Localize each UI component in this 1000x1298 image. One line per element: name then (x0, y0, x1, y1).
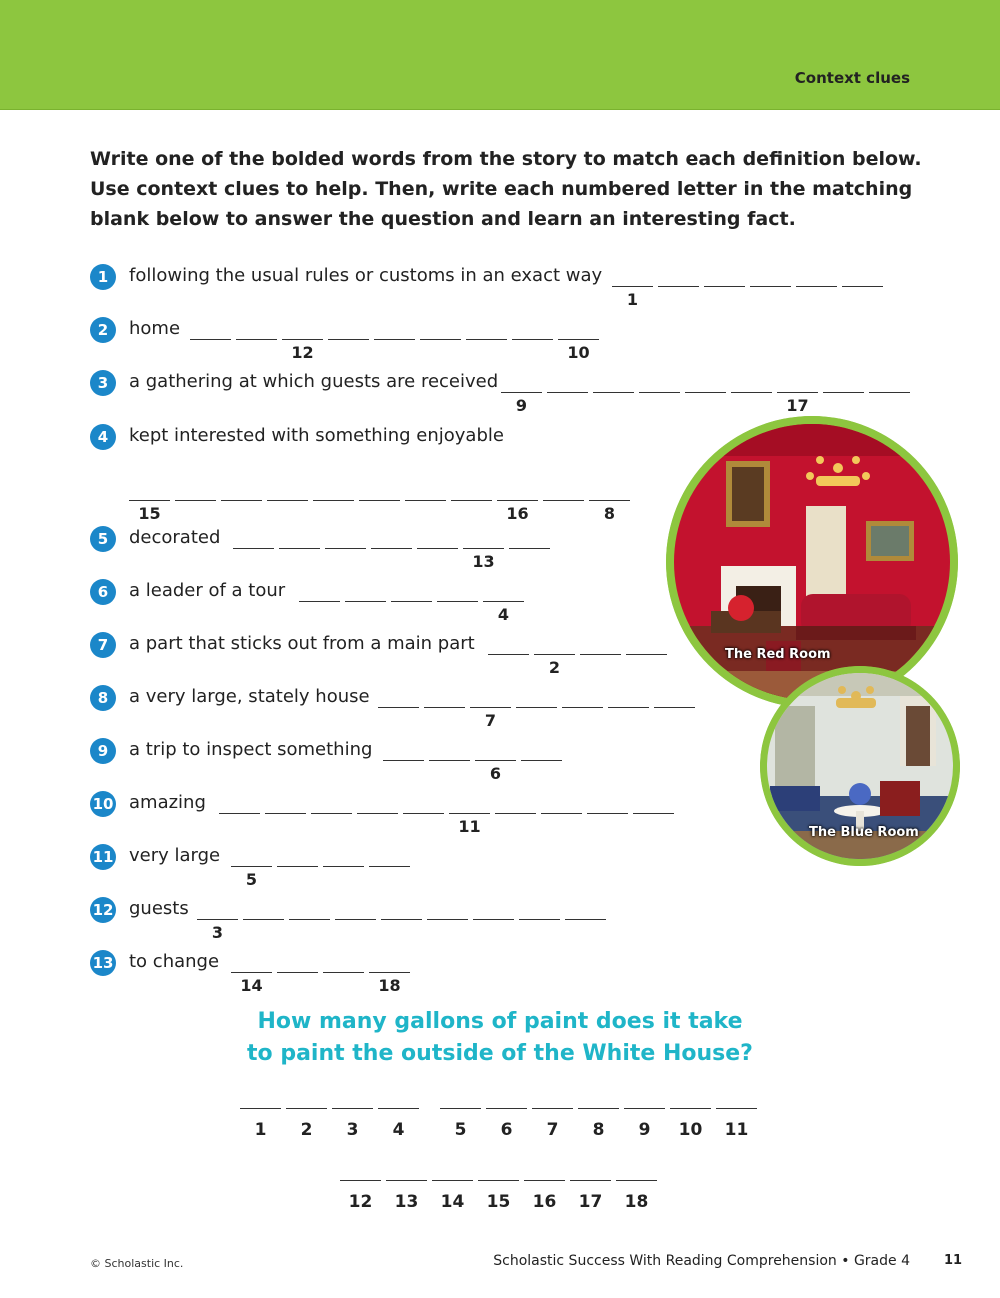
answer-letter-blank[interactable] (616, 1156, 657, 1212)
letter-blank[interactable] (282, 315, 323, 362)
letter-index: 4 (497, 605, 510, 624)
riddle-line: to paint the outside of the White House? (247, 1041, 753, 1066)
answer-row-1-group-1 (240, 1084, 424, 1140)
answer-blanks (488, 630, 667, 677)
definition-text: following the usual rules or customs in an exact way (129, 265, 603, 286)
letter-blank[interactable] (427, 895, 468, 920)
answer-blanks (378, 683, 695, 730)
answer-letter-blank[interactable] (532, 1084, 573, 1140)
red-room-caption: The Red Room (725, 647, 831, 662)
answer-letter-index: 2 (300, 1120, 313, 1140)
letter-blank[interactable] (345, 577, 386, 602)
letter-index: 14 (240, 976, 263, 995)
letter-blank[interactable] (562, 683, 603, 708)
letter-blank[interactable] (378, 683, 419, 708)
letter-blank[interactable] (383, 736, 424, 761)
letter-index: 12 (291, 343, 314, 362)
letter-blank[interactable] (313, 476, 354, 501)
answer-letter-index: 4 (392, 1120, 405, 1140)
letter-blank[interactable] (466, 315, 507, 340)
letter-blank[interactable] (449, 789, 490, 836)
letter-blank[interactable] (391, 577, 432, 602)
letter-blank[interactable] (357, 789, 398, 814)
letter-blank[interactable] (589, 476, 630, 523)
letter-index: 6 (489, 764, 502, 783)
letter-blank[interactable] (534, 630, 575, 677)
answer-blanks (501, 368, 910, 415)
answer-row-1-group-2 (440, 1084, 762, 1140)
number-badge: 11 (90, 844, 116, 870)
letter-blank[interactable] (328, 315, 369, 340)
instructions-line: blank below to answer the question and learn an interesting fact. (90, 208, 796, 230)
letter-blank[interactable] (236, 315, 277, 340)
answer-letter-blank[interactable] (524, 1156, 565, 1212)
letter-blank[interactable] (279, 524, 320, 549)
definition-text: a very large, stately house (129, 686, 370, 707)
letter-blank[interactable] (325, 524, 366, 549)
letter-blank[interactable] (593, 368, 634, 393)
definition-text: a leader of a tour (129, 580, 286, 601)
letter-blank[interactable] (869, 368, 910, 393)
answer-letter-blank[interactable] (486, 1084, 527, 1140)
definition-text: kept interested with something enjoyable (129, 425, 504, 446)
letter-index: 9 (515, 396, 528, 415)
answer-letter-index: 8 (592, 1120, 605, 1140)
answer-blanks (231, 842, 410, 889)
letter-blank[interactable] (323, 842, 364, 867)
book-title: Scholastic Success With Reading Comprehension • Grade 4 (493, 1253, 910, 1269)
answer-letter-index: 16 (532, 1192, 557, 1212)
instructions-line: Write one of the bolded words from the story to match each definition below. (90, 148, 922, 170)
riddle-line: How many gallons of paint does it take (257, 1009, 743, 1034)
letter-blank[interactable] (231, 842, 272, 889)
answer-blanks (231, 948, 410, 995)
letter-blank[interactable] (512, 315, 553, 340)
letter-blank[interactable] (424, 683, 465, 708)
letter-blank[interactable] (823, 368, 864, 393)
letter-blank[interactable] (277, 842, 318, 867)
letter-blank[interactable] (842, 262, 883, 287)
letter-blank[interactable] (197, 895, 238, 942)
letter-blank[interactable] (704, 262, 745, 287)
letter-index: 16 (506, 504, 529, 523)
answer-blanks (190, 315, 599, 362)
definition-text: amazing (129, 792, 206, 813)
number-badge: 8 (90, 685, 116, 711)
letter-index: 10 (567, 343, 590, 362)
letter-blank[interactable] (403, 789, 444, 814)
letter-blank[interactable] (777, 368, 818, 415)
answer-letter-blank[interactable] (386, 1156, 427, 1212)
answer-letter-blank[interactable] (624, 1084, 665, 1140)
letter-blank[interactable] (420, 315, 461, 340)
letter-blank[interactable] (190, 315, 231, 340)
letter-blank[interactable] (381, 895, 422, 920)
number-badge: 7 (90, 632, 116, 658)
answer-letter-blank[interactable] (478, 1156, 519, 1212)
header-band (0, 0, 1000, 110)
letter-blank[interactable] (221, 476, 262, 501)
letter-blank[interactable] (299, 577, 340, 602)
answer-letter-blank[interactable] (440, 1084, 481, 1140)
letter-blank[interactable] (497, 476, 538, 523)
letter-blank[interactable] (488, 630, 529, 655)
answer-letter-index: 9 (638, 1120, 651, 1140)
letter-blank[interactable] (626, 630, 667, 655)
answer-blanks (197, 895, 606, 942)
letter-blank[interactable] (335, 895, 376, 920)
answer-letter-index: 13 (394, 1192, 419, 1212)
letter-blank[interactable] (429, 736, 470, 761)
letter-blank[interactable] (374, 315, 415, 340)
letter-blank[interactable] (521, 736, 562, 761)
blue-room-caption: The Blue Room (809, 825, 919, 840)
answer-letter-index: 3 (346, 1120, 359, 1140)
answer-letter-blank[interactable] (340, 1156, 381, 1212)
answer-letter-blank[interactable] (716, 1084, 757, 1140)
answer-letter-blank[interactable] (432, 1156, 473, 1212)
page-number: 11 (944, 1253, 963, 1268)
letter-index: 3 (211, 923, 224, 942)
letter-blank[interactable] (608, 683, 649, 708)
number-badge: 6 (90, 579, 116, 605)
letter-blank[interactable] (495, 789, 536, 814)
letter-blank[interactable] (451, 476, 492, 501)
definition-text: to change (129, 951, 220, 972)
answer-letter-blank[interactable] (378, 1084, 419, 1140)
letter-blank[interactable] (475, 736, 516, 783)
definition-text: a part that sticks out from a main part (129, 633, 475, 654)
letter-blank[interactable] (417, 524, 458, 549)
definition-text: a trip to inspect something (129, 739, 373, 760)
letter-blank[interactable] (219, 789, 260, 814)
letter-index: 13 (472, 552, 495, 571)
answer-letter-blank[interactable] (570, 1156, 611, 1212)
number-badge: 1 (90, 264, 116, 290)
letter-blank[interactable] (470, 683, 511, 730)
letter-blank[interactable] (265, 789, 306, 814)
answer-letter-blank[interactable] (332, 1084, 373, 1140)
number-badge: 9 (90, 738, 116, 764)
letter-blank[interactable] (633, 789, 674, 814)
letter-blank[interactable] (463, 524, 504, 571)
answer-letter-index: 11 (724, 1120, 749, 1140)
answer-letter-blank[interactable] (286, 1084, 327, 1140)
answer-letter-index: 15 (486, 1192, 511, 1212)
letter-blank[interactable] (369, 842, 410, 867)
letter-index: 18 (378, 976, 401, 995)
answer-blanks (233, 524, 550, 571)
definition-text: home (129, 318, 181, 339)
letter-blank[interactable] (685, 368, 726, 393)
copyright: © Scholastic Inc. (90, 1257, 184, 1270)
letter-blank[interactable] (277, 948, 318, 973)
letter-blank[interactable] (543, 476, 584, 501)
letter-index: 11 (458, 817, 481, 836)
letter-blank[interactable] (587, 789, 628, 814)
answer-letter-index: 14 (440, 1192, 465, 1212)
letter-blank[interactable] (639, 368, 680, 393)
answer-blanks (612, 262, 883, 309)
letter-index: 17 (786, 396, 809, 415)
answer-letter-index: 7 (546, 1120, 559, 1140)
letter-blank[interactable] (565, 895, 606, 920)
letter-blank[interactable] (501, 368, 542, 415)
number-badge: 13 (90, 950, 116, 976)
letter-blank[interactable] (175, 476, 216, 501)
answer-letter-index: 1 (254, 1120, 267, 1140)
instructions (90, 144, 922, 234)
answer-blanks (299, 577, 524, 624)
letter-blank[interactable] (509, 524, 550, 549)
letter-index: 7 (484, 711, 497, 730)
number-badge: 4 (90, 424, 116, 450)
letter-index: 5 (245, 870, 258, 889)
letter-blank[interactable] (796, 262, 837, 287)
letter-blank[interactable] (289, 895, 330, 920)
letter-blank[interactable] (658, 262, 699, 287)
section-label: Context clues (794, 69, 910, 87)
letter-blank[interactable] (129, 476, 170, 523)
blue-room-photo (760, 666, 960, 866)
letter-blank[interactable] (231, 948, 272, 995)
number-badge: 12 (90, 897, 116, 923)
answer-letter-index: 18 (624, 1192, 649, 1212)
answer-letter-index: 12 (348, 1192, 373, 1212)
letter-blank[interactable] (558, 315, 599, 362)
letter-blank[interactable] (731, 368, 772, 393)
letter-blank[interactable] (541, 789, 582, 814)
letter-blank[interactable] (750, 262, 791, 287)
letter-blank[interactable] (405, 476, 446, 501)
answer-letter-index: 17 (578, 1192, 603, 1212)
definition-text: guests (129, 898, 189, 919)
answer-letter-index: 5 (454, 1120, 467, 1140)
letter-blank[interactable] (580, 630, 621, 655)
definition-text: very large (129, 845, 221, 866)
letter-index: 8 (603, 504, 616, 523)
letter-blank[interactable] (516, 683, 557, 708)
number-badge: 3 (90, 370, 116, 396)
answer-letter-blank[interactable] (578, 1084, 619, 1140)
letter-blank[interactable] (547, 368, 588, 393)
definition-text: a gathering at which guests are received (129, 371, 499, 392)
answer-letter-blank[interactable] (240, 1084, 281, 1140)
letter-blank[interactable] (369, 948, 410, 995)
answer-blanks (219, 789, 674, 836)
letter-blank[interactable] (483, 577, 524, 624)
instructions-line: Use context clues to help. Then, write each numbered letter in the matching (90, 178, 913, 200)
letter-blank[interactable] (359, 476, 400, 501)
number-badge: 2 (90, 317, 116, 343)
letter-blank[interactable] (323, 948, 364, 973)
definition-text: decorated (129, 527, 221, 548)
letter-blank[interactable] (437, 577, 478, 602)
letter-index: 15 (138, 504, 161, 523)
letter-blank[interactable] (612, 262, 653, 309)
riddle-question (0, 1006, 1000, 1070)
letter-index: 2 (548, 658, 561, 677)
letter-blank[interactable] (243, 895, 284, 920)
answer-letter-blank[interactable] (670, 1084, 711, 1140)
answer-letter-index: 6 (500, 1120, 513, 1140)
number-badge: 10 (90, 791, 116, 817)
number-badge: 5 (90, 526, 116, 552)
answer-row-2 (340, 1156, 662, 1212)
letter-blank[interactable] (654, 683, 695, 708)
red-room-photo (666, 416, 958, 708)
letter-blank[interactable] (519, 895, 560, 920)
letter-blank[interactable] (233, 524, 274, 549)
letter-blank[interactable] (311, 789, 352, 814)
answer-letter-index: 10 (678, 1120, 703, 1140)
letter-blank[interactable] (473, 895, 514, 920)
letter-index: 1 (626, 290, 639, 309)
letter-blank[interactable] (267, 476, 308, 501)
letter-blank[interactable] (371, 524, 412, 549)
answer-blanks (129, 476, 630, 523)
answer-blanks (383, 736, 562, 783)
